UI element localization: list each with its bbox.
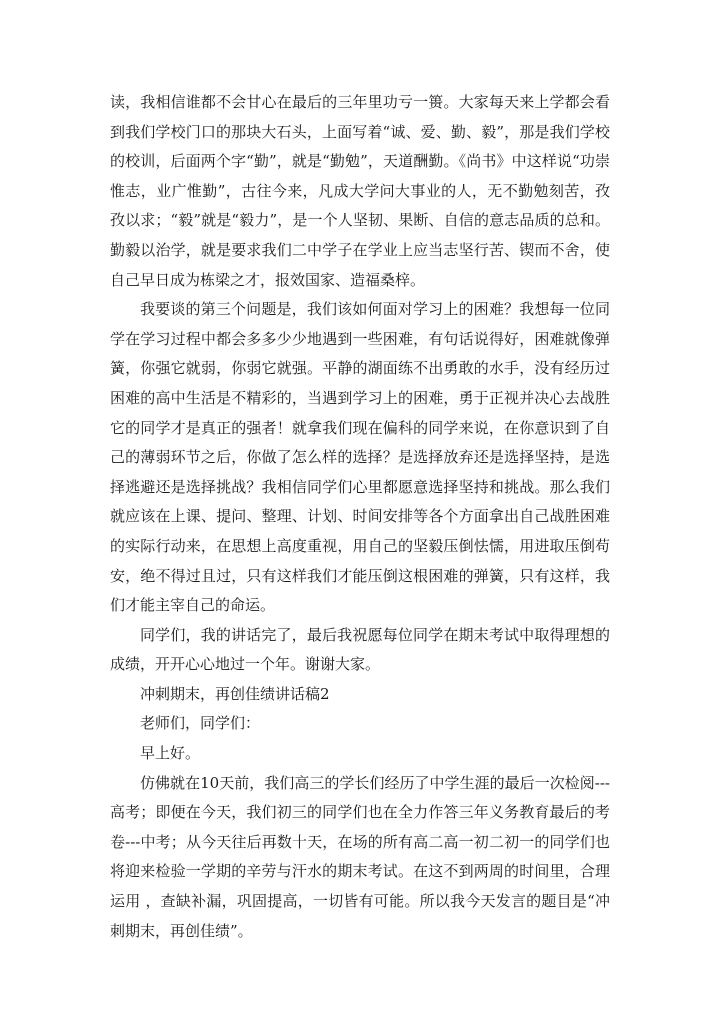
speech-title: 冲刺期末，再创佳绩讲话稿2 [140, 684, 330, 703]
paragraph-difficulties: 我要谈的第三个问题是，我们该如何面对学习上的困难？我想每一位同学在学习过程中都会多多少少地遇到一些困难，有句话说得好，困难就像弹簧，你强它就弱，你弱它就强。平静的湖面练不出勇敢的水手，没有经历过困难的高中生活是不精彩的，当遇到学习上的困难，勇于正视并决心去战胜它的同学才是真正的强者！就拿我们现在偏科的同学来说，在你意识到了自己的薄弱环节之后，你做了怎么样的选择？是选择放弃还是选择坚持，是选择逃避还是选择挑战？我相信同学们心里都愿意选择坚持和挑战。那么我们就应该在上课、提问、整理、计划、时间安排等各个方面拿出自己战胜困难的实际行动来，在思想上高度重视，用自己的坚毅压倒怯懦，用进取压倒苟安，绝不得过且过，只有这样我们才能压倒这根困难的弹簧，只有这样，我们才能主宰自己的命运。 [110, 300, 610, 615]
paragraph-intro: 仿佛就在10天前，我们高三的学长们经历了中学生涯的最后一次检阅---高考；即便在今天，我们初三的同学们也在全力作答三年义务教育最后的考卷---中考；从今天往后再数十天，在场的所有高二高一初二初一的同学们也将迎来检验一学期的辛劳与汗水的期末考试。在这不到两周的时间里，合理运用 ，查缺补漏，巩固提高，一切皆有可能。所以我今天发言的题目是“冲刺期末，再创佳绩”。 [110, 773, 610, 940]
greeting: 早上好。 [140, 744, 201, 763]
paragraph-closing: 同学们，我的讲话完了，最后我祝愿每位同学在期末考试中取得理想的成绩，开开心心地过一个年。谢谢大家。 [110, 625, 610, 674]
paragraph-continued: 读，我相信谁都不会甘心在最后的三年里功亏一篑。大家每天来上学都会看到我们学校门口的那块大石头，上面写着“诚、爱、勤、毅”，那是我们学校的校训，后面两个字“勤”，就是“勤勉”，天道酬勤。《尚书》中这样说“功崇惟志，业广惟勤”，古往今来，凡成大学问大事业的人，无不勤勉刻苦，孜孜以求；“毅”就是“毅力”，是一个人坚韧、果断、自信的意志品质的总和。勤毅以治学，就是要求我们二中学子在学业上应当志坚行苦、锲而不舍，使自己早日成为栋梁之才，报效国家、造福桑梓。 [110, 93, 610, 289]
document-body [110, 88, 610, 946]
salutation: 老师们，同学们： [140, 714, 261, 733]
